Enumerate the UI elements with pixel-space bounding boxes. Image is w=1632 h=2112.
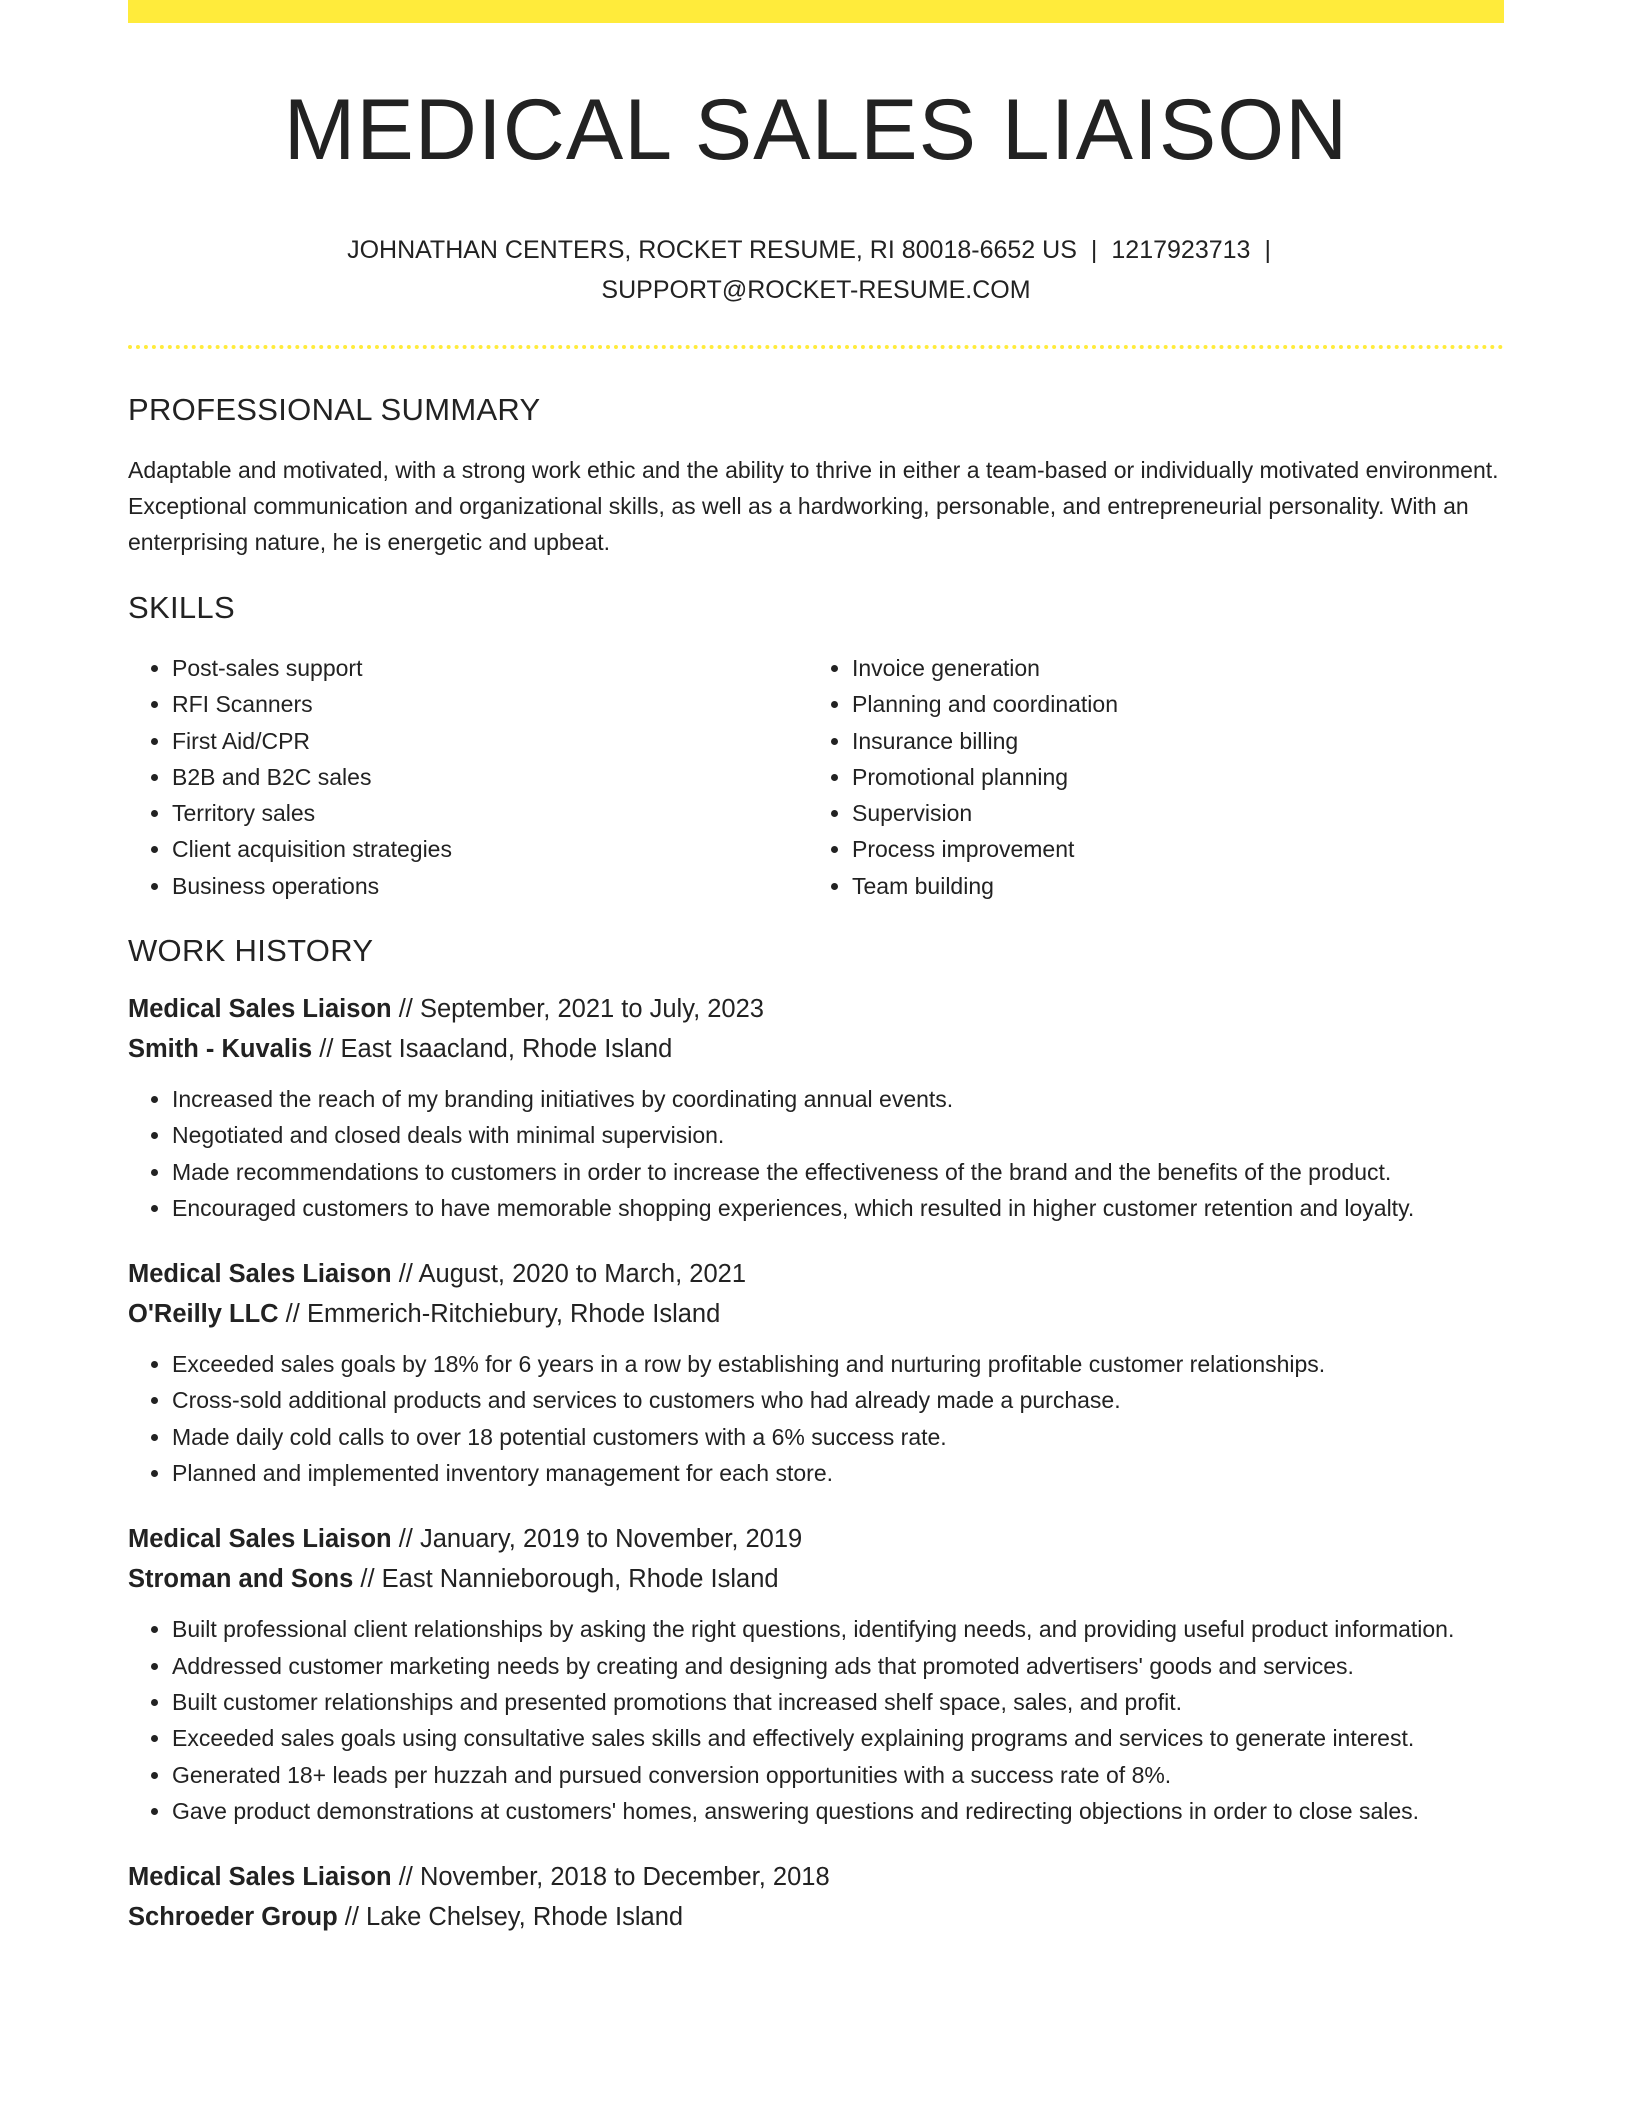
job-location: East Nannieborough, Rhode Island xyxy=(381,1565,779,1594)
contact-phone: 1217923713 xyxy=(1111,236,1251,264)
skills-list-left xyxy=(128,650,806,904)
skill-item: • Business operations xyxy=(172,868,806,904)
job-separator: // xyxy=(337,1903,367,1932)
job-bullet: • Negotiated and closed deals with minimal supervision. xyxy=(172,1117,1504,1153)
job-separator: // xyxy=(278,1300,307,1329)
skill-item: • Client acquisition strategies xyxy=(172,831,806,867)
job-entry xyxy=(128,1857,1504,1937)
contact-info xyxy=(128,230,1504,310)
job-company-line xyxy=(128,1559,1504,1599)
job-bullet: • Encouraged customers to have memorable shopping experiences, which resulted in higher customer retention and loyalty. xyxy=(172,1190,1504,1226)
summary-text: Adaptable and motivated, with a strong work ethic and the ability to thrive in either a team-based or individually motivated environment. Exceptional communication and organizational skills, as well as a hardworking, personable, and entrepreneurial personality. With an enterprising nature, he is energetic and upbeat. xyxy=(128,457,1499,555)
job-separator: // xyxy=(391,1525,420,1554)
contact-separator: | xyxy=(1264,236,1271,264)
job-bullets xyxy=(128,1081,1504,1226)
summary-section xyxy=(128,392,1504,560)
job-title-line xyxy=(128,1857,1504,1897)
job-company-line xyxy=(128,1029,1504,1069)
contact-email: SUPPORT@ROCKET-RESUME.COM xyxy=(601,276,1031,304)
job-separator: // xyxy=(312,1035,341,1063)
contact-address: JOHNATHAN CENTERS, ROCKET RESUME, RI 80018-6652 US xyxy=(347,236,1077,264)
job-bullet: • Exceeded sales goals using consultative sales skills and effectively explaining programs and services to generate interest. xyxy=(172,1720,1504,1756)
job-separator: // xyxy=(353,1565,382,1594)
job-bullet: • Gave product demonstrations at customers' homes, answering questions and redirecting objections in order to close sales. xyxy=(172,1793,1504,1829)
job-title-line xyxy=(128,1254,1504,1294)
job-title: Medical Sales Liaison xyxy=(128,1260,392,1289)
skills-list-right xyxy=(806,650,1486,904)
job-dates: September, 2021 to July, 2023 xyxy=(419,995,764,1023)
work-history-heading: WORK HISTORY xyxy=(128,933,374,968)
skill-item: • Insurance billing xyxy=(852,723,1486,759)
job-dates: January, 2019 to November, 2019 xyxy=(419,1525,803,1554)
job-entry xyxy=(128,1519,1504,1829)
job-title-line xyxy=(128,989,1504,1029)
skills-columns xyxy=(128,650,1504,904)
job-location: East Isaacland, Rhode Island xyxy=(340,1035,673,1063)
skill-item: • Territory sales xyxy=(172,795,806,831)
job-entry xyxy=(128,1254,1504,1491)
job-bullets xyxy=(128,1346,1504,1491)
skill-item: • Promotional planning xyxy=(852,759,1486,795)
job-company: Stroman and Sons xyxy=(128,1565,354,1594)
job-bullet: • Addressed customer marketing needs by creating and designing ads that promoted advertisers' goods and services. xyxy=(172,1648,1504,1684)
job-title: Medical Sales Liaison xyxy=(128,1525,392,1554)
job-bullet: • Built professional client relationships by asking the right questions, identifying needs, and providing useful product information. xyxy=(172,1611,1504,1647)
skill-item: • First Aid/CPR xyxy=(172,723,806,759)
job-bullet: • Generated 18+ leads per huzzah and pursued conversion opportunities with a success rate of 8%. xyxy=(172,1757,1504,1793)
job-bullet: • Planned and implemented inventory management for each store. xyxy=(172,1455,1504,1491)
skill-item: • RFI Scanners xyxy=(172,686,806,722)
contact-separator: | xyxy=(1090,236,1098,264)
skills-section xyxy=(128,590,1504,904)
job-company-line xyxy=(128,1294,1504,1334)
job-bullet: • Cross-sold additional products and services to customers who had already made a purchase. xyxy=(172,1382,1504,1418)
job-dates: November, 2018 to December, 2018 xyxy=(419,1863,830,1892)
job-location: Emmerich-Ritchiebury, Rhode Island xyxy=(306,1300,721,1329)
job-bullet: • Built customer relationships and presented promotions that increased shelf space, sales, and profit. xyxy=(172,1684,1504,1720)
job-company-line xyxy=(128,1897,1504,1937)
job-bullets xyxy=(128,1611,1504,1829)
job-bullet: • Increased the reach of my branding initiatives by coordinating annual events. xyxy=(172,1081,1504,1117)
header-divider xyxy=(128,345,1504,349)
resume-title: MEDICAL SALES LIAISON xyxy=(283,82,1349,178)
skill-item: • Supervision xyxy=(852,795,1486,831)
job-company: O'Reilly LLC xyxy=(128,1300,279,1329)
job-title-line xyxy=(128,1519,1504,1559)
job-company: Schroeder Group xyxy=(128,1903,338,1932)
job-location: Lake Chelsey, Rhode Island xyxy=(366,1903,684,1932)
job-bullet: • Made daily cold calls to over 18 potential customers with a 6% success rate. xyxy=(172,1419,1504,1455)
job-separator: // xyxy=(391,1260,419,1289)
job-dates: August, 2020 to March, 2021 xyxy=(418,1260,747,1289)
skills-heading: SKILLS xyxy=(128,590,235,625)
skill-item: • Team building xyxy=(852,868,1486,904)
job-company: Smith - Kuvalis xyxy=(128,1035,313,1063)
summary-heading: PROFESSIONAL SUMMARY xyxy=(128,392,541,427)
resume-page xyxy=(128,0,1504,1932)
job-title: Medical Sales Liaison xyxy=(128,1863,392,1892)
job-bullet: • Made recommendations to customers in order to increase the effectiveness of the brand and the benefits of the product. xyxy=(172,1154,1504,1190)
skill-item: • Planning and coordination xyxy=(852,686,1486,722)
job-bullet: • Exceeded sales goals by 18% for 6 years in a row by establishing and nurturing profitable customer relationships. xyxy=(172,1346,1504,1382)
skill-item: • Post-sales support xyxy=(172,650,806,686)
skill-item: • Process improvement xyxy=(852,831,1486,867)
job-separator: // xyxy=(391,1863,420,1892)
job-separator: // xyxy=(391,995,420,1023)
job-entry xyxy=(128,989,1504,1226)
skill-item: • B2B and B2C sales xyxy=(172,759,806,795)
job-title: Medical Sales Liaison xyxy=(128,995,392,1023)
skill-item: • Invoice generation xyxy=(852,650,1486,686)
work-history-section xyxy=(128,933,1504,1937)
